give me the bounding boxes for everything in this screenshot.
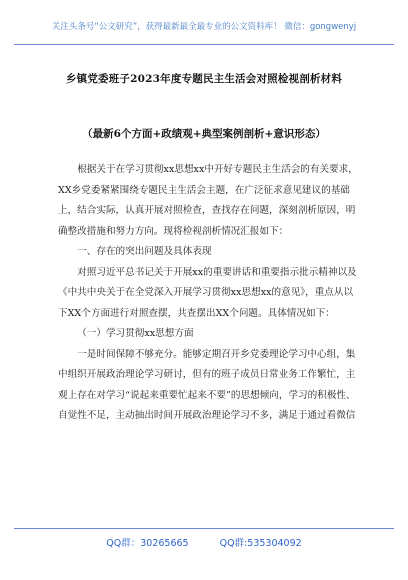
paragraph-overview: 对照习近平总书记关于开展xx的重要讲话和重要指示批示精神以及《中共中央关于在全党深入开展学习贯彻xx思想xx的意见》，重点从以下XX个方面进行对照查摆，共查摆出XX个问题。具体情况如下： (58, 266, 357, 319)
subsection-heading: （一）学习贯彻xx思想方面 (77, 328, 194, 339)
document-title: 乡镇党委班子2023年度专题民主生活会对照检视剖析材料 (65, 73, 343, 85)
document-subtitle: （最新6个方面+政绩观+典型案例剖析+意识形态） (82, 128, 326, 140)
paragraph-intro: 根据关于在学习贯彻xx思想xx中开好专题民主生活会的有关要求，XX乡党委紧紧围绕专题民主生活会主题，在广泛征求意见建议的基础上，结合实际，认真开展对照检查，查找存在问题，深刻剖析原因，明确整改措施和努力方向。现将检视剖析情况汇报如下： (58, 164, 358, 237)
source-banner: 关注头条号“公文研究”，获得最新最全最专业的公文资料库！ 微信：gongwenyj (51, 22, 357, 32)
qq-group-1: QQ群：30265665 (106, 538, 189, 549)
paragraph-point-one: 一是时间保障不够充分。能够定期召开乡党委理论学习中心组，集中组织开展政治理论学习研讨，但有的班子成员日常业务工作繁忙，主观上存在对学习“说起来重要忙起来不要”的思想倾向，学习的积极性、自觉性不足，主动抽出时间开展政治理论学习不多，满足于通过看微信 (58, 348, 356, 421)
header-divider (14, 44, 394, 45)
section-heading: 一、存在的突出问题及具体表现 (77, 246, 212, 257)
qq-group-2: QQ群:535304092 (219, 538, 302, 549)
footer-divider (14, 528, 394, 529)
document-body (58, 160, 358, 427)
footer-contacts (0, 535, 408, 549)
